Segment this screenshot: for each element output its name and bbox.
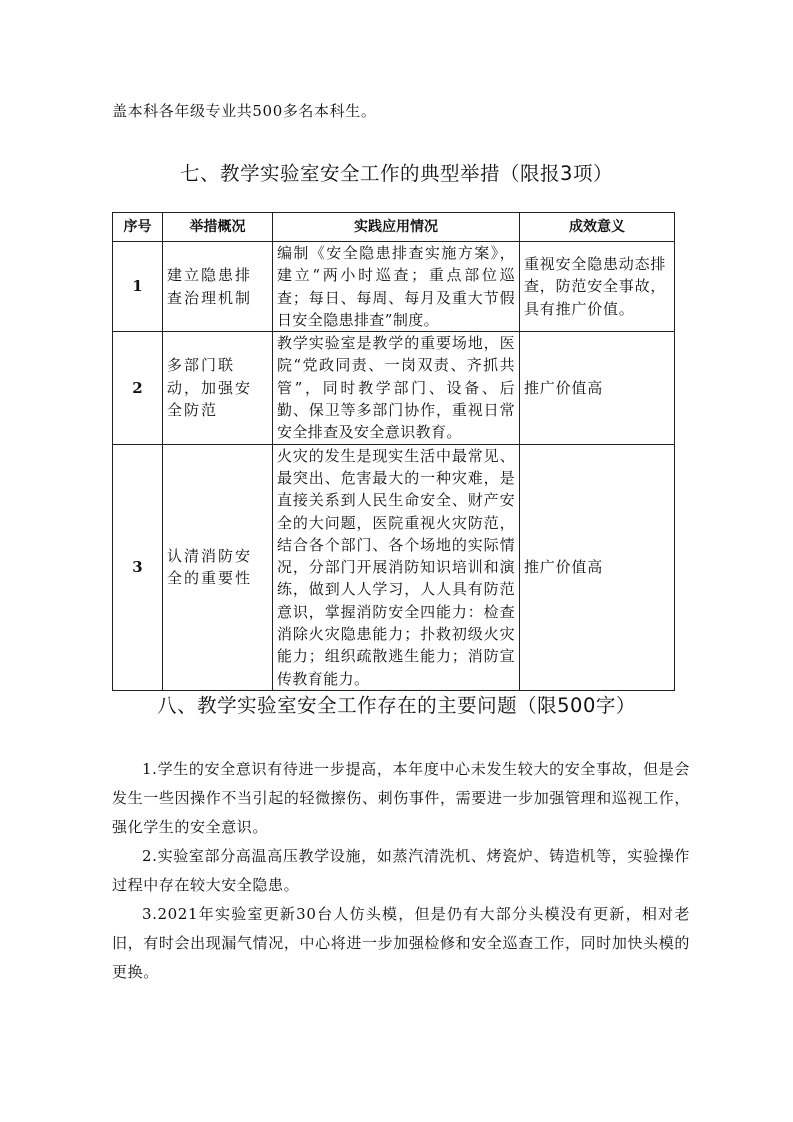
- header-practice: 实践应用情况: [273, 213, 520, 242]
- table-row: [113, 332, 675, 444]
- measure-cell: 认清消防安全的重要性: [163, 444, 273, 690]
- section8-title: 八、教学实验室安全工作存在的主要问题（限500字）: [157, 694, 636, 717]
- table-row: [113, 242, 675, 332]
- intro-line: 盖本科各年级专业共500多名本科生。: [112, 102, 377, 120]
- header-measure: 举措概况: [163, 213, 273, 242]
- effect-cell: 重视安全隐患动态排查，防范安全事故，具有推广价值。: [520, 242, 675, 332]
- header-effect: 成效意义: [520, 213, 675, 242]
- effect-cell: 推广价值高: [520, 444, 675, 690]
- practice-cell: 教学实验室是教学的重要场地，医院“党政同责、一岗双责、齐抓共管”，同时教学部门、设备、后勤、保卫等多部门协作，重视日常安全排查及安全意识教育。: [273, 332, 520, 444]
- row-number: 1: [113, 242, 163, 332]
- row-number: 2: [113, 332, 163, 444]
- measures-table: [112, 212, 675, 691]
- table-row: [113, 444, 675, 690]
- header-no: 序号: [113, 213, 163, 242]
- practice-cell: 火灾的发生是现实生活中最常见、最突出、危害最大的一种灾难，是直接关系到人民生命安全、财产安全的大问题，医院重视火灾防范，结合各个部门、各个场地的实际情况，分部门开展消防知识培训和演练，做到人人学习，人人具有防范意识，掌握消防安全四能力：检查消除火灾隐患能力；扑救初级火灾能力；组织疏散逃生能力；消防宣传教育能力。: [273, 444, 520, 690]
- section7-title: 七、教学实验室安全工作的典型举措（限报3项）: [180, 162, 613, 185]
- practice-cell: 编制《安全隐患排查实施方案》，建立“两小时巡查；重点部位巡查；每日、每周、每月及重大节假日安全隐患排查”制度。: [273, 242, 520, 332]
- problem-paragraph-2: 2.实验室部分高温高压教学设施，如蒸汽清洗机、烤瓷炉、铸造机等，实验操作过程中存在较大安全隐患。: [112, 847, 690, 894]
- table-header-row: [113, 213, 675, 242]
- problem-paragraph-3: 3.2021年实验室更新30台人仿头模，但是仍有大部分头模没有更新，相对老旧，有时会出现漏气情况，中心将进一步加强检修和安全巡查工作，同时加快头模的更换。: [112, 905, 690, 981]
- row-number: 3: [113, 444, 163, 690]
- measure-cell: 建立隐患排查治理机制: [163, 242, 273, 332]
- effect-cell: 推广价值高: [520, 332, 675, 444]
- problem-paragraph-1: 1.学生的安全意识有待进一步提高，本年度中心未发生较大的安全事故，但是会发生一些因操作不当引起的轻微擦伤、刺伤事件，需要进一步加强管理和巡视工作，强化学生的安全意识。: [112, 760, 690, 836]
- measure-cell: 多部门联动，加强安全防范: [163, 332, 273, 444]
